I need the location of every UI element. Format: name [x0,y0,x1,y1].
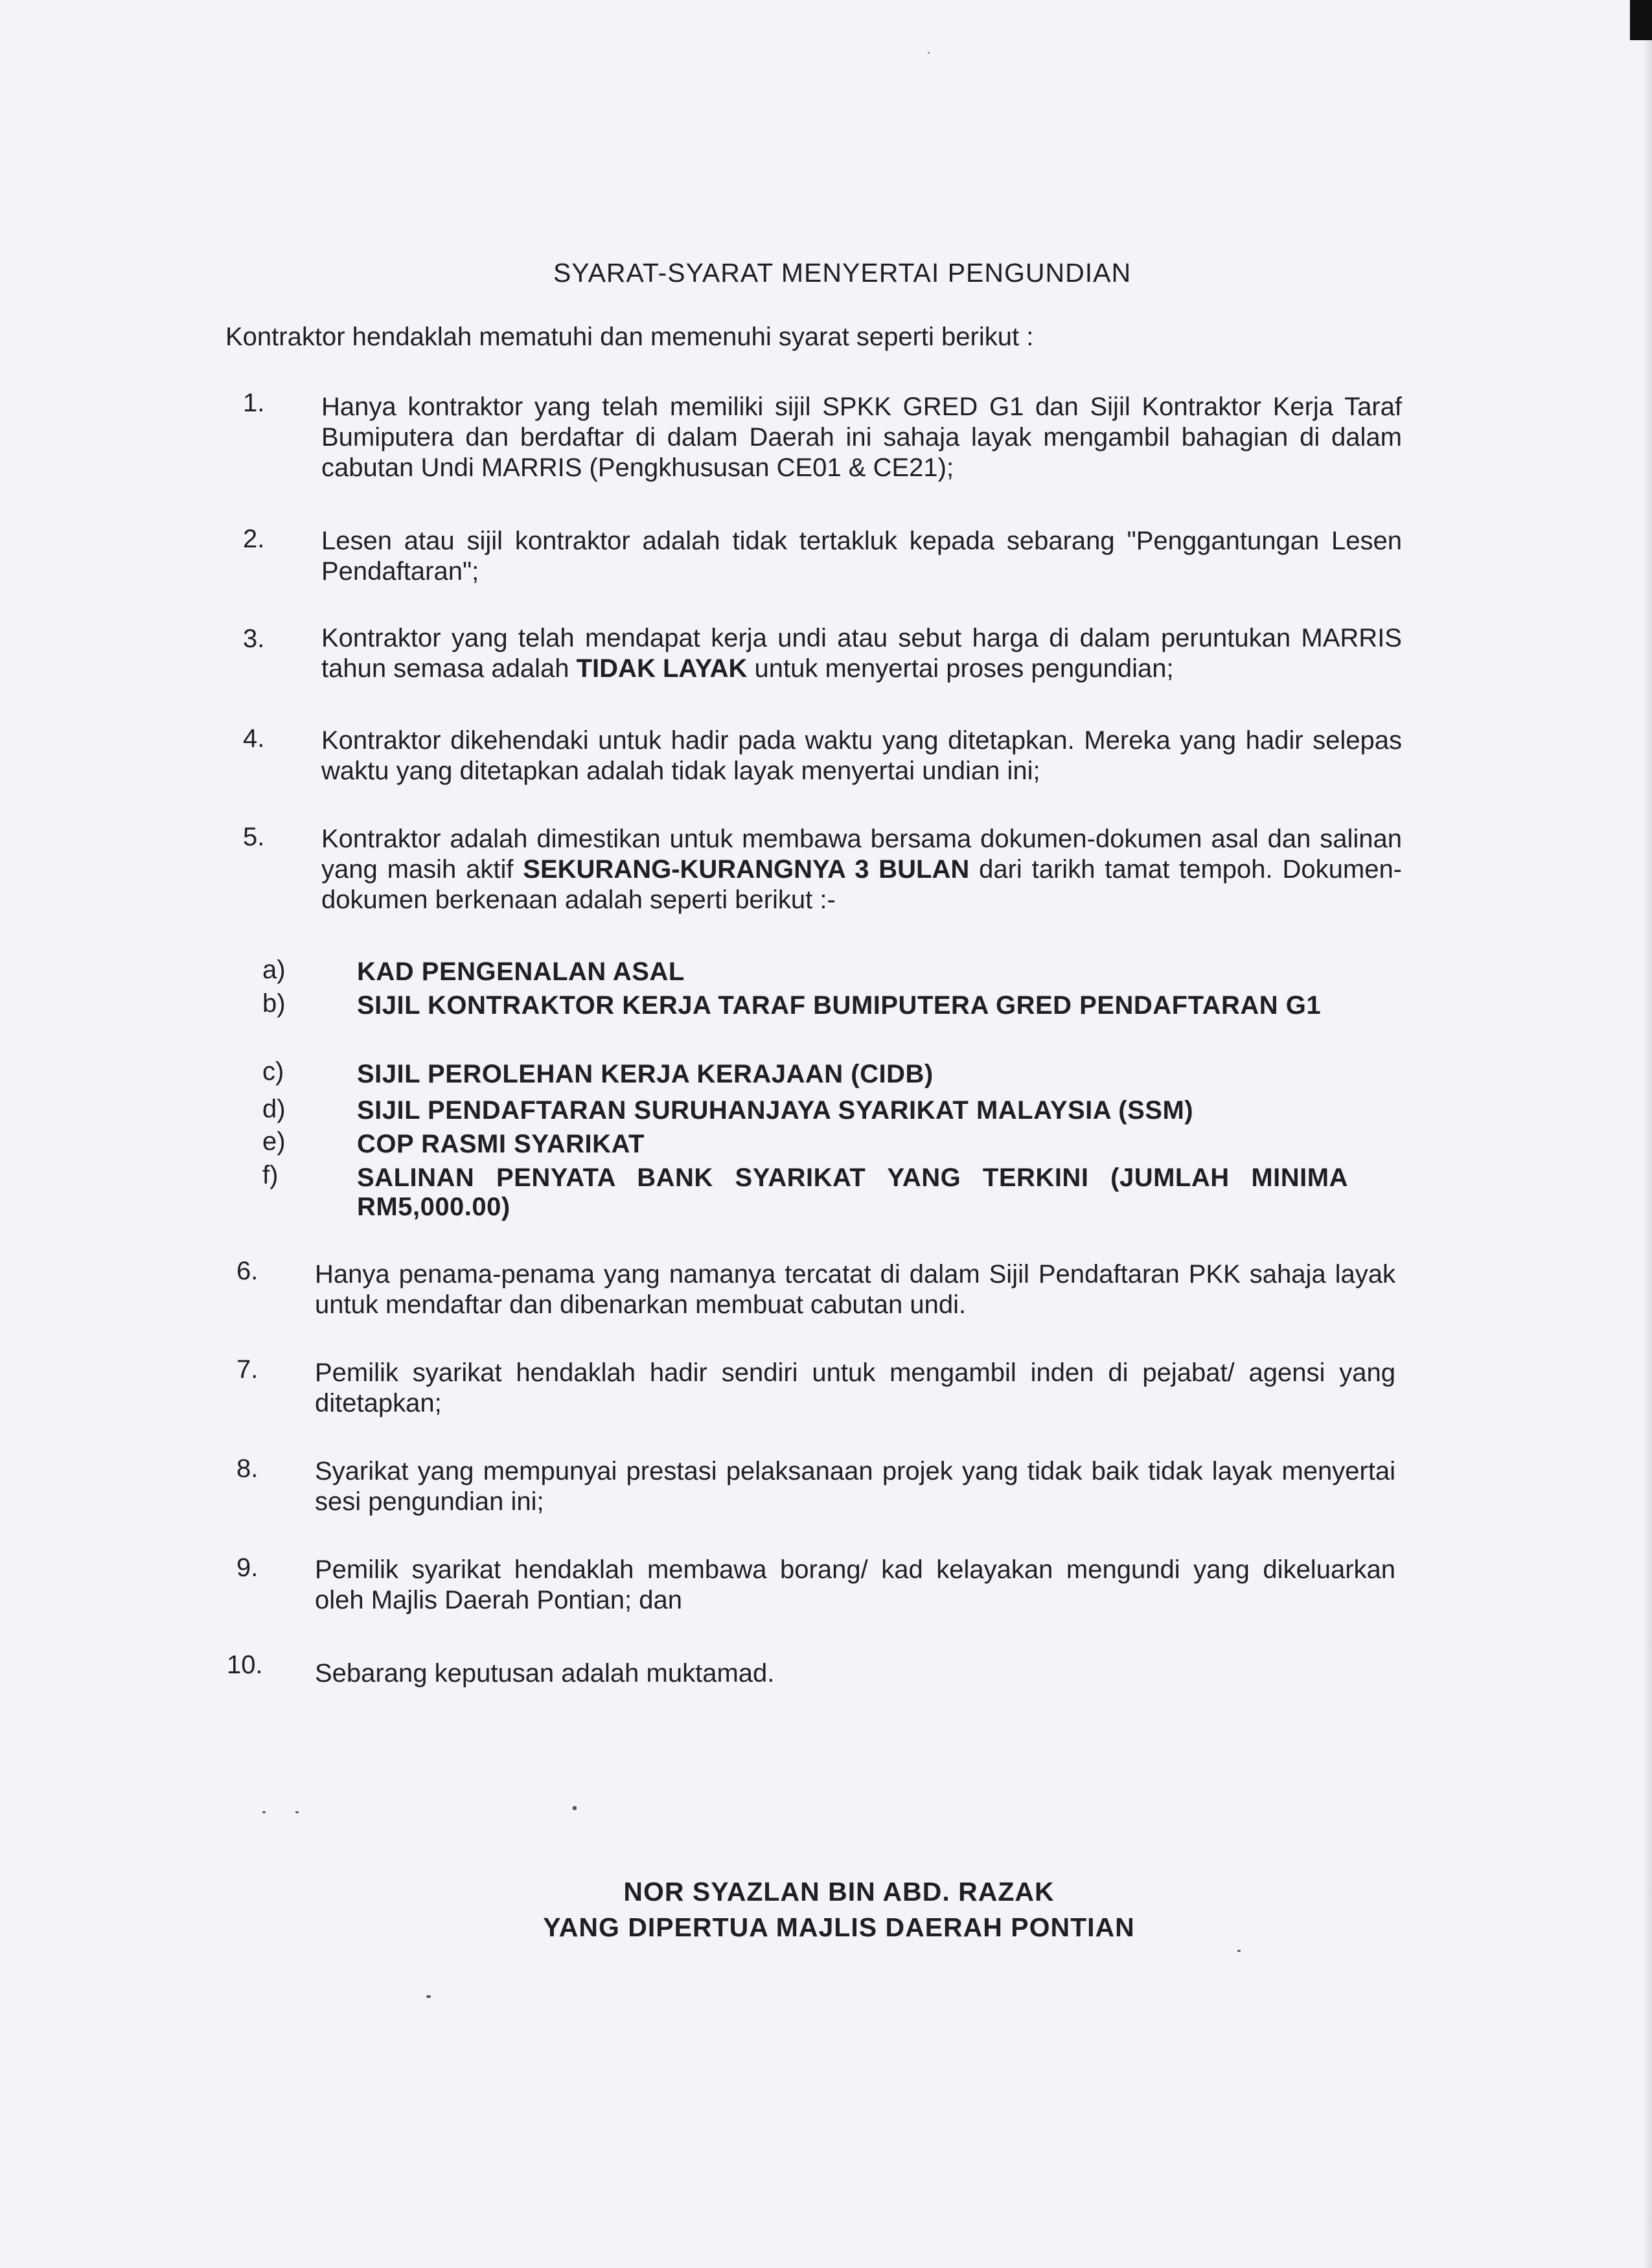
item-5-text-after: dari tarikh tamat tempoh. Dokumen-dokumen berkenaan adalah seperti berikut :- [321,855,1403,914]
item-number: 5. [243,823,265,851]
condition-item-8: Syarikat yang mempunyai prestasi pelaksanaan projek yang tidak baik tidak layak menyertai sesi pengundian ini; [315,1457,1395,1516]
condition-item-7: Pemilik syarikat hendaklah hadir sendiri untuk mengambil inden di pejabat/ agensi yang ditetapkan; [315,1358,1395,1417]
document-letter: d) [262,1095,286,1123]
required-document-item: COP RASMI SYARIKAT [357,1130,645,1158]
condition-item-2: Lesen atau sijil kontraktor adalah tidak tertakluk kepada sebarang "Penggantungan Lesen Pendaftaran"; [321,527,1402,586]
condition-item-5 [321,824,1402,915]
document-letter: f) [262,1161,279,1189]
item-3-text-before: Kontraktor yang telah mendapat kerja undi atau sebut harga di dalam peruntukan MARRIS tahun semasa adalah [321,624,1402,683]
item-5-emphasis: SEKURANG-KURANGNYA 3 BULAN [523,855,970,884]
required-document-item: SALINAN PENYATA BANK SYARIKAT YANG TERKINI (JUMLAH MINIMA RM5,000.00) [357,1163,1348,1221]
item-3-text-after: untuk menyertai proses pengundian; [747,654,1174,683]
item-number: 1. [243,389,265,417]
document-letter: a) [262,956,286,984]
required-document-item: KAD PENGENALAN ASAL [357,957,685,986]
condition-item-3 [321,623,1402,684]
scan-speck [262,1811,266,1813]
condition-item-9: Pemilik syarikat hendaklah membawa borang/ kad kelayakan mengundi yang dikeluarkan oleh Majlis Daerah Pontian; dan [315,1555,1395,1614]
item-3-emphasis: TIDAK LAYAK [576,654,748,683]
item-number: 9. [236,1553,258,1582]
condition-item-4: Kontraktor dikehendaki untuk hadir pada waktu yang ditetapkan. Mereka yang hadir selepas waktu yang ditetapkan adalah tidak layak menyertai undian ini; [321,726,1402,785]
item-number: 8. [236,1454,258,1483]
scan-speck [295,1811,299,1813]
document-letter: c) [262,1057,284,1086]
scan-speck [426,1995,431,1998]
signatory-name: NOR SYAZLAN BIN ABD. RAZAK [623,1877,1055,1907]
item-number: 10. [227,1651,263,1679]
document-title: SYARAT-SYARAT MENYERTAI PENGUNDIAN [553,258,1132,288]
required-document-item: SIJIL PENDAFTARAN SURUHANJAYA SYARIKAT MALAYSIA (SSM) [357,1096,1194,1125]
required-document-item: SIJIL PEROLEHAN KERJA KERAJAAN (CIDB) [357,1060,934,1088]
scan-edge-marker [1630,0,1652,40]
condition-item-10: Sebarang keputusan adalah muktamad. [315,1659,775,1688]
scan-speck [1237,1950,1241,1952]
condition-item-6: Hanya penama-penama yang namanya tercatat di dalam Sijil Pendaftaran PKK sahaja layak untuk mendaftar dan dibenarkan membuat cabutan undi. [315,1260,1395,1319]
required-document-item: SIJIL KONTRAKTOR KERJA TARAF BUMIPUTERA GRED PENDAFTARAN G1 [357,991,1322,1020]
signatory-position: YANG DIPERTUA MAJLIS DAERAH PONTIAN [543,1912,1135,1942]
condition-item-1: Hanya kontraktor yang telah memiliki sijil SPKK GRED G1 dan Sijil Kontraktor Kerja Taraf Bumiputera dan berdaftar di dalam Daerah ini sahaja layak mengambil bahagian di dalam cabutan Undi MARRIS (Pengkhususan CE01 & CE21); [321,393,1402,482]
scan-speck [928,52,930,54]
item-number: 4. [243,724,265,753]
item-number: 7. [236,1355,258,1384]
item-5-text-before: Kontraktor adalah dimestikan untuk membawa bersama dokumen-dokumen asal dan salinan yang masih aktif [321,825,1402,884]
document-letter: b) [262,989,286,1018]
item-number: 6. [236,1257,258,1285]
scan-speck [573,1806,577,1810]
document-letter: e) [262,1127,286,1156]
item-number: 2. [243,525,265,553]
item-number: 3. [243,624,265,653]
intro-text: Kontraktor hendaklah mematuhi dan memenuhi syarat seperti berikut : [225,323,1034,351]
